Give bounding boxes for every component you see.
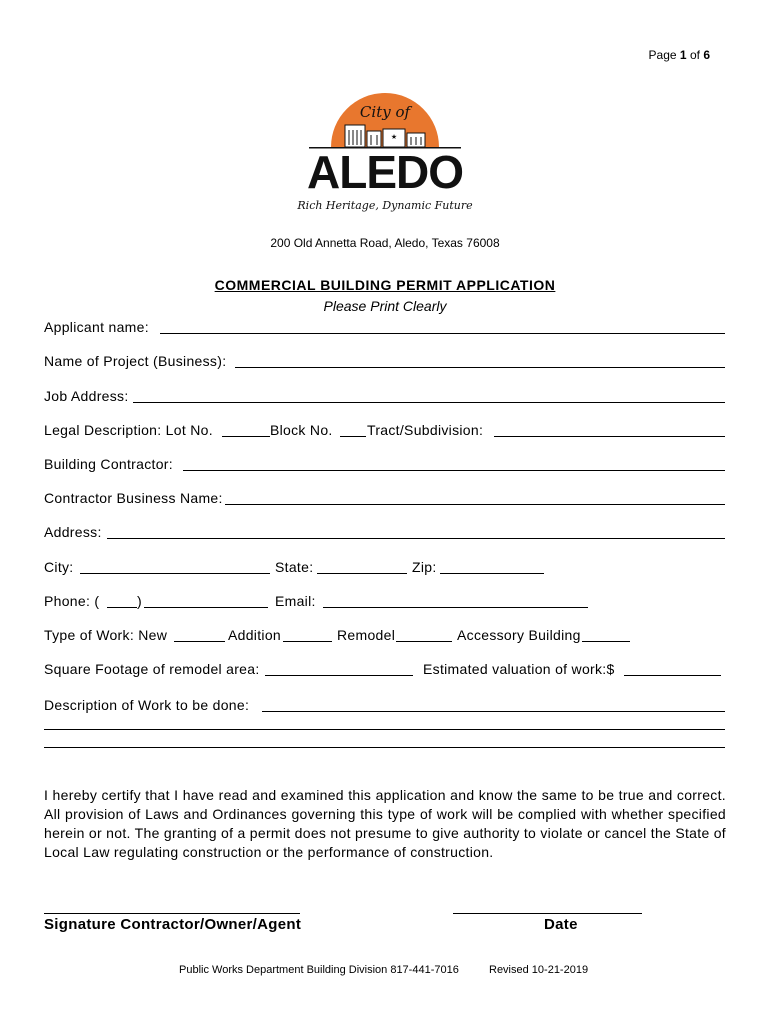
type-accessory-field[interactable] [582,641,630,642]
legal-row [44,422,213,438]
contractor-business-field[interactable] [225,504,725,505]
logo-star-icon: ★ [390,134,398,141]
footer-revised: Revised 10-21-2019 [489,964,589,976]
description-row [44,697,249,713]
logo-name: ALEDO [307,146,463,198]
project-label: Name of Project (Business): [44,353,227,369]
phone-label: Phone: ( [44,593,100,609]
job-address-field[interactable] [133,402,725,403]
form-title: COMMERCIAL BUILDING PERMIT APPLICATION [214,277,556,293]
type-remodel-label: Remodel [337,627,396,643]
type-new-field[interactable] [174,641,225,642]
zip-label: Zip: [412,559,437,575]
city-address: 200 Old Annetta Road, Aledo, Texas 76008 [270,236,500,250]
contractor-field[interactable] [183,470,725,471]
state-row [275,559,313,575]
applicant-field[interactable] [160,333,725,334]
contractor-business-row [44,490,223,506]
description-field-line-2[interactable] [44,729,725,730]
email-label: Email: [275,593,316,609]
phone-paren-row [137,593,142,609]
email-row [275,593,316,609]
page-total: 6 [703,48,710,62]
description-field-line-3[interactable] [44,747,725,748]
phone-area-code-field[interactable] [107,607,137,608]
city-row [44,559,74,575]
form-subtitle: Please Print Clearly [323,298,447,314]
logo-city-of-text: City of [359,103,411,121]
block-row [270,422,333,438]
valuation-row [423,661,615,677]
footer-department: Public Works Department Building Division 817-441-7016 [179,964,459,976]
phone-number-field[interactable] [144,607,268,608]
sqft-label: Square Footage of remodel area: [44,661,260,677]
tract-label: Tract/Subdivision: [367,422,484,438]
city-label: City: [44,559,74,575]
project-row [44,353,226,369]
tract-field[interactable] [494,436,725,437]
city-field[interactable] [80,573,270,574]
date-field[interactable] [453,913,642,914]
valuation-field[interactable] [624,675,721,676]
page-of: of [689,48,700,62]
page-number [649,48,710,62]
tract-row [367,422,483,438]
applicant-row [44,319,149,335]
state-label: State: [275,559,314,575]
address-row [44,524,102,540]
contractor-business-label: Contractor Business Name: [44,490,223,506]
valuation-label: Estimated valuation of work:$ [423,661,615,677]
type-new-label: Type of Work: New [44,627,168,643]
type-addition-label: Addition [228,627,281,643]
logo-tagline: Rich Heritage, Dynamic Future [297,199,473,212]
accessory-row [457,627,581,643]
contractor-label: Building Contractor: [44,456,173,472]
city-of-aledo-logo [295,85,475,215]
description-label: Description of Work to be done: [44,697,250,713]
type-accessory-label: Accessory Building [457,627,581,643]
sqft-field[interactable] [265,675,413,676]
remodel-row [337,627,395,643]
page-current: 1 [679,48,687,62]
job-address-label: Job Address: [44,388,129,404]
address-label: Address: [44,524,102,540]
signature-label: Signature Contractor/Owner/Agent [44,916,302,933]
sqft-row [44,661,260,677]
lot-field[interactable] [222,436,270,437]
state-field[interactable] [317,573,407,574]
legal-lot-label: Legal Description: Lot No. [44,422,213,438]
block-field[interactable] [340,436,366,437]
project-field[interactable] [235,367,725,368]
zip-field[interactable] [440,573,544,574]
address-field[interactable] [107,538,725,539]
block-label: Block No. [270,422,333,438]
zip-row [412,559,437,575]
date-label: Date [544,916,578,933]
job-address-row [44,388,129,404]
email-field[interactable] [323,607,588,608]
type-addition-field[interactable] [283,641,332,642]
type-of-work-row [44,627,167,643]
phone-row [44,593,99,609]
addition-row [228,627,281,643]
signature-field[interactable] [44,913,300,914]
page-prefix: Page [648,48,677,62]
description-field-line-1[interactable] [262,711,725,712]
certification-statement: I hereby certify that I have read and examined this application and know the same to be true and correct. All provision of Laws and Ordinances governing this type of work will be complied with whether specified herein or not. The granting of a permit does not presume to give authority to violate or cancel the State of Local Law regulating construction or the performance of construction. [44,787,726,860]
applicant-label: Applicant name: [44,319,149,335]
contractor-row [44,456,173,472]
type-remodel-field[interactable] [396,641,452,642]
phone-paren: ) [137,593,142,609]
